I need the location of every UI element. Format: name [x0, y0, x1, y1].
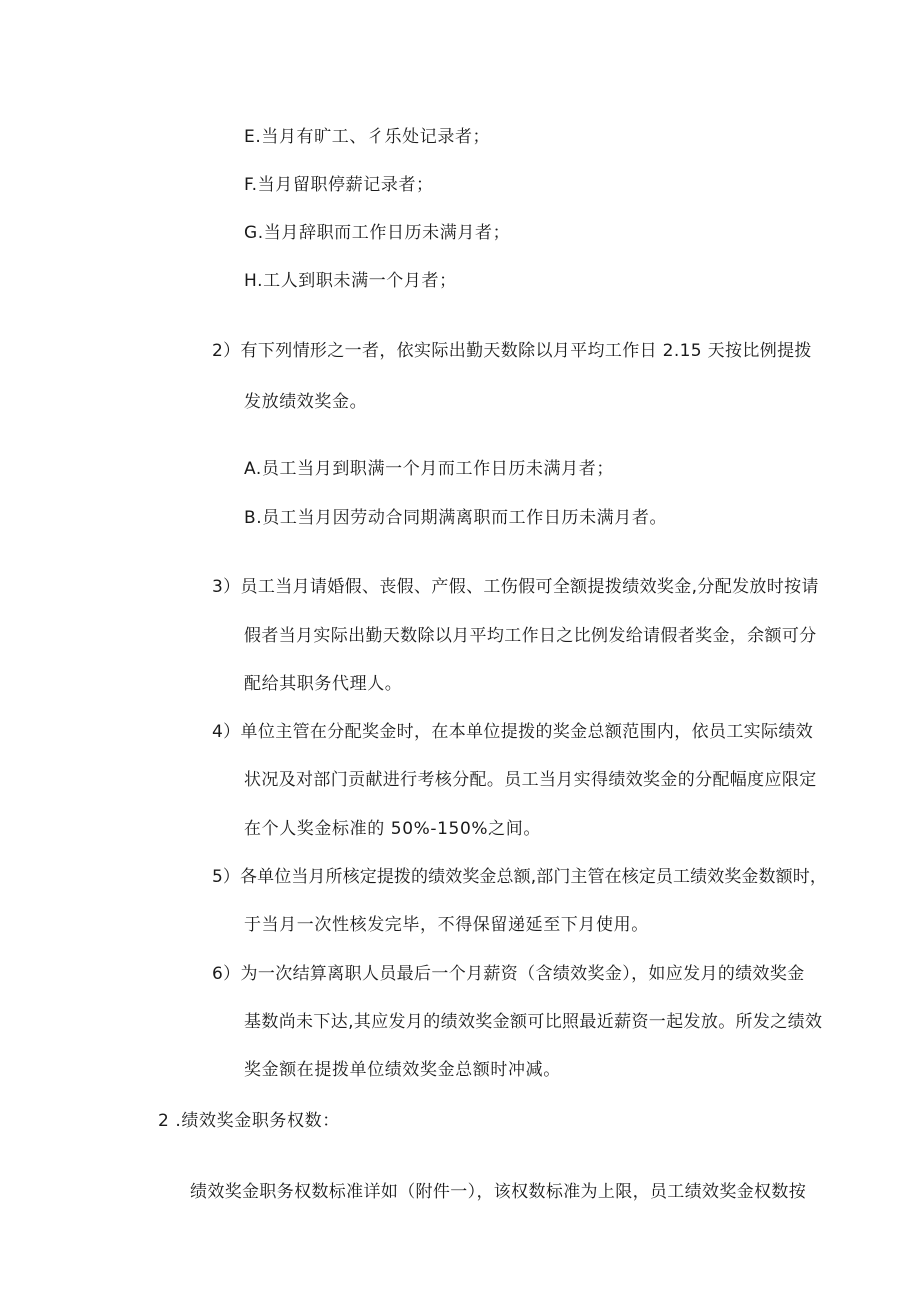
item-g: G.当月辞职而工作日历未满月者； — [244, 223, 511, 243]
item6-line3: 奖金额在提拨单位绩效奖金总额时冲减。 — [244, 1060, 561, 1080]
item2-line2: 发放绩效奖金。 — [244, 392, 368, 412]
section2-paragraph: 绩效奖金职务权数标准详如（附件一），该权数标准为上限，员工绩效奖金权数按 — [190, 1182, 807, 1202]
item-b: B.员工当月因劳动合同期满离职而工作日历未满月者。 — [244, 508, 668, 528]
item3-line3: 配给其职务代理人。 — [244, 674, 403, 694]
item4-line3: 在个人奖金标准的 50%-150%之间。 — [244, 819, 541, 839]
item3-line1: 3）员工当月请婚假、丧假、产假、工伤假可全额提拨绩效奖金,分配发放时按请 — [212, 577, 819, 597]
item-h: H.工人到职未满一个月者； — [244, 271, 457, 291]
section2-heading: 2 .绩效奖金职务权数： — [158, 1111, 340, 1131]
item2-line1: 2）有下列情形之一者，依实际出勤天数除以月平均工作日 2.15 天按比例提拨 — [212, 341, 812, 361]
item5-line2: 于当月一次性核发完毕，不得保留递延至下月使用。 — [244, 915, 649, 935]
item-a: A.员工当月到职满一个月而工作日历未满月者； — [244, 459, 614, 479]
item6-line1: 6）为一次结算离职人员最后一个月薪资（含绩效奖金），如应发月的绩效奖金 — [212, 964, 805, 984]
item-e: E.当月有旷工、彳乐处记录者； — [244, 127, 491, 147]
item5-line1: 5）各单位当月所核定提拨的绩效奖金总额,部门主管在核定员工绩效奖金数额时， — [212, 867, 827, 887]
item4-line1: 4）单位主管在分配奖金时，在本单位提拨的奖金总额范围内，依员工实际绩效 — [212, 722, 814, 742]
item4-line2: 状况及对部门贡献进行考核分配。员工当月实得绩效奖金的分配幅度应限定 — [244, 770, 817, 790]
item-f: F.当月留职停薪记录者； — [244, 175, 434, 195]
item3-line2: 假者当月实际出勤天数除以月平均工作日之比例发给请假者奖金，余额可分 — [244, 626, 817, 646]
item6-line2: 基数尚未下达,其应发月的绩效奖金额可比照最近薪资一起发放。所发之绩效 — [244, 1012, 823, 1032]
